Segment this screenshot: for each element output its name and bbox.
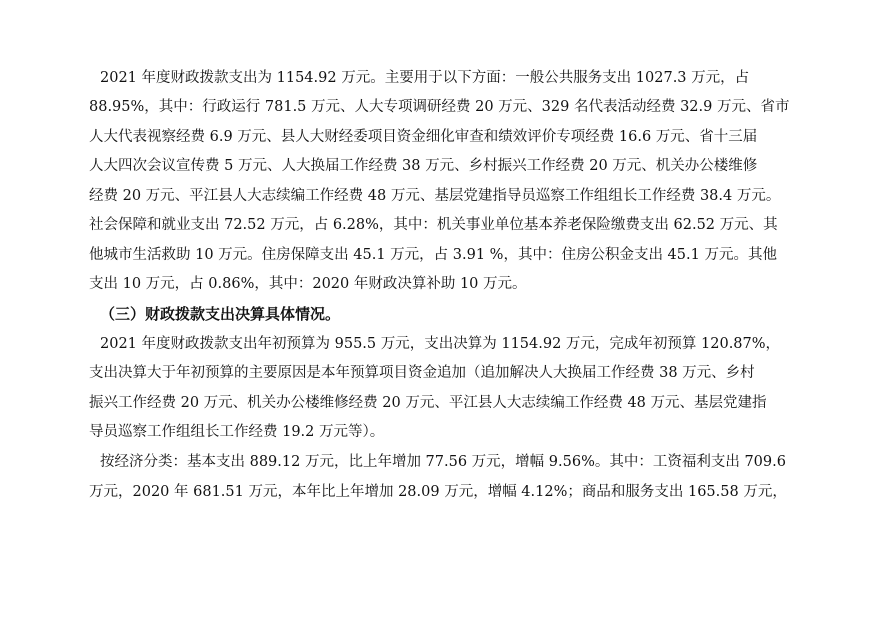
paragraph-1-line-5: 经费 20 万元、平江县人大志续编工作经费 48 万元、基层党建指导员巡察工作组组长工作经费 38.4 万元。 (89, 188, 781, 204)
paragraph-1-line-1: 2021 年度财政拨款支出为 1154.92 万元。主要用于以下方面：一般公共服务支出 1027.3 万元，占 (100, 70, 750, 86)
section-heading: （三）财政拨款支出决算具体情况。 (100, 305, 341, 323)
paragraph-1-line-7: 他城市生活救助 10 万元。住房保障支出 45.1 万元，占 3.91 %，其中：住房公积金支出 45.1 万元。其他 (89, 247, 777, 263)
paragraph-1-line-4: 人大四次会议宣传费 5 万元、人大换届工作经费 38 万元、乡村振兴工作经费 20 万元、机关办公楼维修 (89, 158, 758, 174)
paragraph-1-line-6: 社会保障和就业支出 72.52 万元，占 6.28%，其中：机关事业单位基本养老保险缴费支出 62.52 万元、其 (89, 217, 778, 233)
paragraph-1-line-2: 88.95%，其中：行政运行 781.5 万元、人大专项调研经费 20 万元、329 名代表活动经费 32.9 万元、省市 (89, 99, 790, 115)
paragraph-2-line-1: 2021 年度财政拨款支出年初预算为 955.5 万元，支出决算为 1154.92 万元，完成年初预算 120.87%， (100, 336, 781, 352)
paragraph-1-line-3: 人大代表视察经费 6.9 万元、县人大财经委项目资金细化审查和绩效评价专项经费 16.6 万元、省十三届 (89, 129, 758, 145)
paragraph-3-line-1: 按经济分类：基本支出 889.12 万元，比上年增加 77.56 万元，增幅 9.56%。其中：工资福利支出 709.6 (100, 454, 786, 470)
paragraph-2-line-4: 导员巡察工作组组长工作经费 19.2 万元等）。 (89, 424, 385, 440)
paragraph-2-line-3: 振兴工作经费 20 万元、机关办公楼维修经费 20 万元、平江县人大志续编工作经费 48 万元、基层党建指 (89, 395, 767, 411)
paragraph-3-line-2: 万元，2020 年 681.51 万元，本年比上年增加 28.09 万元，增幅 4.12%；商品和服务支出 165.58 万元， (89, 484, 787, 500)
paragraph-1-line-8: 支出 10 万元，占 0.86%，其中：2020 年财政决算补助 10 万元。 (89, 276, 527, 292)
paragraph-2-line-2: 支出决算大于年初预算的主要原因是本年预算项目资金追加（追加解决人大换届工作经费 38 万元、乡村 (89, 365, 755, 381)
